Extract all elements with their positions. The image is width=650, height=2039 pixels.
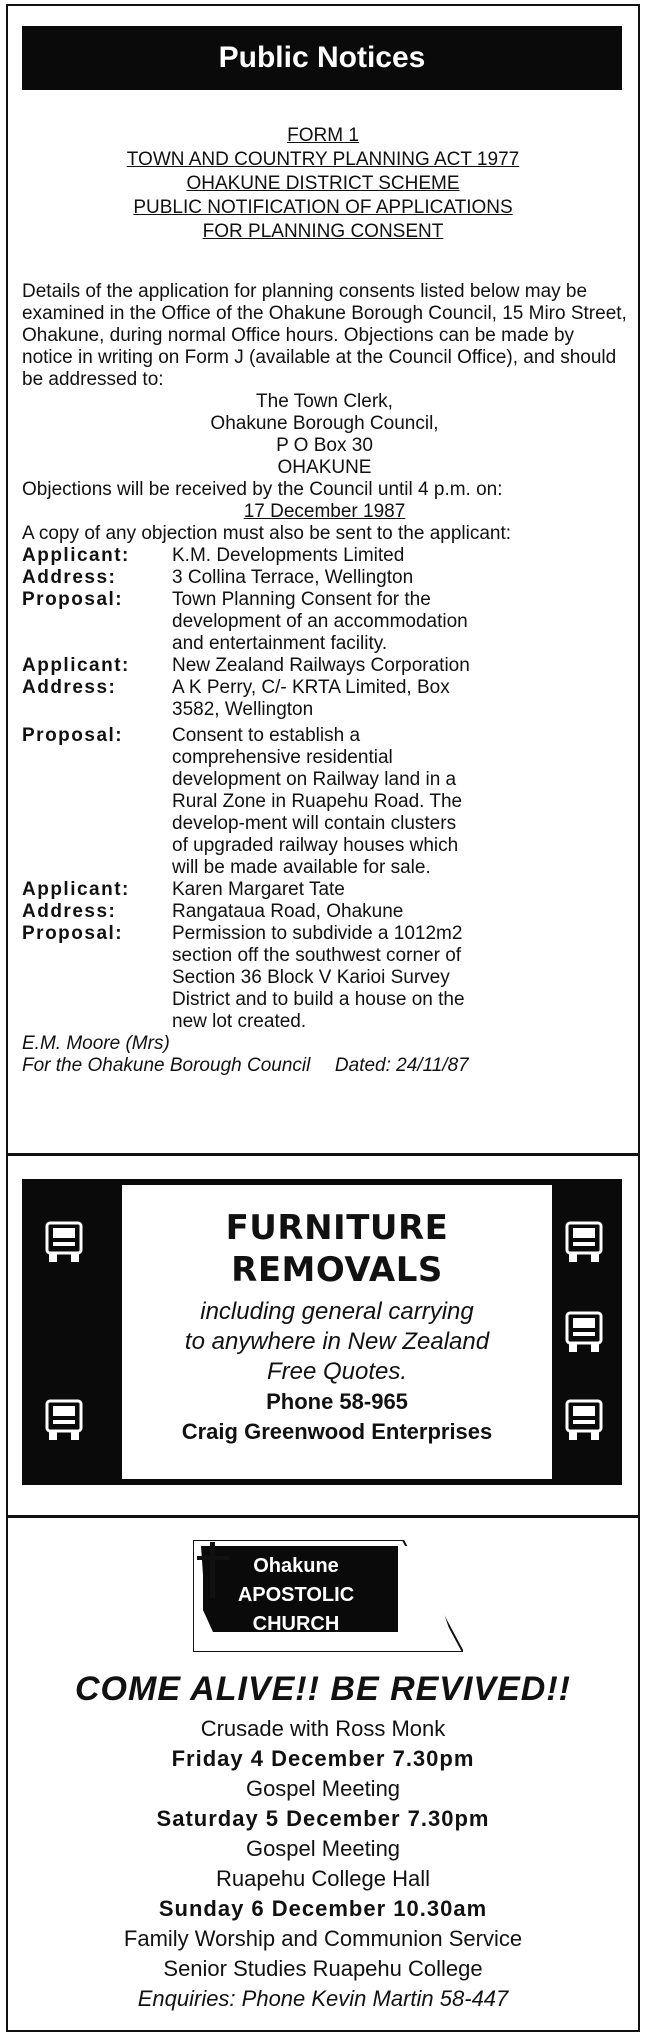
enquiries-line: Enquiries: Phone Kevin Martin 58-447 [137, 1986, 509, 2011]
signature-line [22, 1055, 627, 1077]
address-line: P O Box 30 [276, 435, 373, 456]
application-applicant-row [22, 879, 627, 901]
proposal-label: Proposal: [22, 589, 124, 610]
notice-body [22, 281, 627, 1077]
deadline-date: 17 December 1987 [243, 501, 406, 522]
event-date: Saturday 5 December 7.30pm [156, 1806, 490, 1831]
furniture-removals-ad [8, 1155, 638, 1515]
truck-icon [564, 1219, 604, 1265]
application-proposal-row [22, 589, 627, 655]
address-line: Ohakune Borough Council, [210, 413, 439, 434]
applicant-value: New Zealand Railways Corporation [172, 655, 470, 676]
applicant-label: Applicant: [22, 655, 130, 676]
church-headline: COME ALIVE!! BE REVIVED!! [75, 1670, 571, 1708]
application-address-row [22, 567, 627, 589]
applicant-label: Applicant: [22, 545, 130, 566]
ad-title-line: FURNITURE [225, 1208, 449, 1248]
church-logo-line: Ohakune [253, 1555, 339, 1577]
proposal-value: Permission to subdivide a 1012m2 section off the southwest corner of Section 36 Block V Karioi Survey District and to build a house on the new lot created. [172, 923, 465, 1032]
ad-description-line: Free Quotes. [266, 1358, 408, 1385]
signature-name: E.M. Moore (Mrs) [22, 1033, 170, 1054]
applicant-value: K.M. Developments Limited [172, 545, 405, 566]
address-value: A K Perry, C/- KRTA Limited, Box 3582, Wellington [172, 677, 450, 720]
ad-content [122, 1185, 552, 1479]
signature-date: Dated: 24/11/87 [334, 1055, 469, 1076]
ad-description [122, 1297, 552, 1387]
proposal-label: Proposal: [22, 725, 124, 746]
address-value: Rangataua Road, Ohakune [172, 901, 404, 922]
council-address [22, 391, 627, 479]
address-value: 3 Collina Terrace, Wellington [172, 567, 414, 588]
church-logo [193, 1540, 463, 1652]
copy-text: A copy of any objection must also be sent to the applicant: [22, 523, 512, 544]
truck-icon [44, 1219, 84, 1265]
applicant-value: Karen Margaret Tate [172, 879, 345, 900]
event-description: Gospel Meeting [245, 1836, 401, 1861]
event-date: Friday 4 December 7.30pm [171, 1746, 475, 1771]
address-label: Address: [22, 901, 117, 922]
ad-frame [22, 1179, 622, 1485]
address-line: The Town Clerk, [256, 391, 393, 412]
event-description: Gospel Meeting [245, 1776, 401, 1801]
event-date: Sunday 6 December 10.30am [158, 1896, 488, 1921]
form-heading-line: OHAKUNE DISTRICT SCHEME [186, 173, 460, 194]
proposal-label: Proposal: [22, 923, 124, 944]
truck-icon [564, 1309, 604, 1355]
ad-phone: Phone 58-965 [266, 1389, 408, 1414]
event-description: Family Worship and Communion Service [123, 1926, 523, 1951]
application-proposal-row [22, 923, 627, 1033]
event-place: Ruapehu College Hall [215, 1866, 431, 1891]
application-applicant-row [22, 545, 627, 567]
cross-icon [193, 1540, 233, 1600]
crusade-line: Crusade with Ross Monk [200, 1716, 446, 1741]
form-heading-line: FOR PLANNING CONSENT [202, 221, 444, 242]
signature-council: For the Ohakune Borough Council [22, 1055, 311, 1076]
church-logo-text [221, 1552, 371, 1639]
proposal-value: Consent to establish a comprehensive residential development on Railway land in a Rural Zone in Ruapehu Road. The develop-ment will contain clusters of upgraded railway houses which will be made available for sale. [172, 725, 463, 878]
application-address-row [22, 901, 627, 923]
form-heading-line: TOWN AND COUNTRY PLANNING ACT 1977 [126, 149, 520, 170]
ad-company: Craig Greenwood Enterprises [181, 1419, 493, 1444]
planning-notice-section [8, 6, 638, 1154]
page-title: Public Notices [22, 26, 622, 90]
applicant-label: Applicant: [22, 879, 130, 900]
proposal-value: Town Planning Consent for the development of an accommodation and entertainment facility. [172, 589, 468, 654]
ad-title-line: REMOVALS [231, 1250, 443, 1290]
application-proposal-row [22, 725, 627, 879]
event-place: Senior Studies Ruapehu College [163, 1956, 483, 1981]
form-heading-line: FORM 1 [287, 125, 359, 146]
form-heading-line: PUBLIC NOTIFICATION OF APPLICATIONS [133, 197, 513, 218]
truck-icon [44, 1397, 84, 1443]
ad-title [122, 1207, 552, 1291]
address-line: OHAKUNE [277, 457, 372, 478]
apostolic-church-ad [8, 1516, 638, 2034]
address-label: Address: [22, 567, 117, 588]
church-logo-line: APOSTOLIC [237, 1584, 355, 1606]
church-schedule [8, 1714, 638, 2014]
notices-page [6, 4, 640, 2032]
notice-intro: Details of the application for planning consents listed below may be examined in the Office of the Ohakune Borough Council, 15 Miro Street, Ohakune, during normal Office hours. Objections can be made by notice in writing on Form J (available at the Council Office), and should be addressed to: [22, 281, 627, 390]
truck-icon [564, 1397, 604, 1443]
ad-description-line: to anywhere in New Zealand [184, 1328, 490, 1355]
application-applicant-row [22, 655, 627, 677]
form-heading [8, 124, 638, 244]
address-label: Address: [22, 677, 117, 698]
application-address-row [22, 677, 627, 721]
ad-description-line: including general carrying [200, 1298, 474, 1325]
church-logo-line: CHURCH [252, 1613, 340, 1635]
deadline-text: Objections will be received by the Council until 4 p.m. on: [22, 479, 503, 500]
